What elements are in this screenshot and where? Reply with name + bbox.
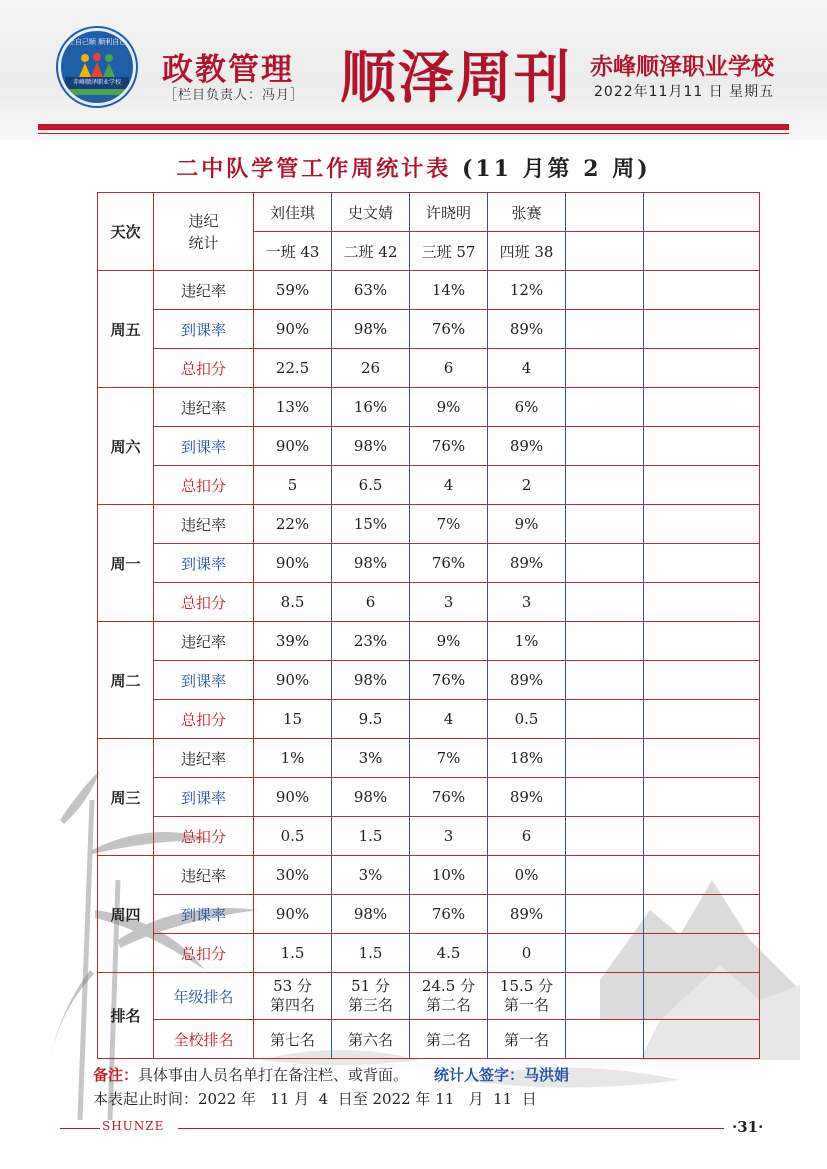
violation-rate-cell: 18%	[488, 739, 566, 778]
grade-rank-cell	[566, 973, 644, 1020]
violation-rate-label: 违纪率	[154, 271, 254, 310]
table-row	[98, 466, 760, 505]
people-figures-icon	[75, 53, 119, 79]
violation-rate-cell	[644, 622, 760, 661]
total-deduction-cell: 1.5	[332, 817, 410, 856]
class-label	[644, 232, 760, 271]
attendance-rate-cell	[644, 427, 760, 466]
violation-rate-cell: 1%	[488, 622, 566, 661]
signer-label: 统计人签字：马洪娟	[434, 1066, 570, 1084]
violation-rate-cell: 12%	[488, 271, 566, 310]
violation-rate-cell: 22%	[254, 505, 332, 544]
day-label: 周三	[98, 739, 154, 856]
total-deduction-label: 总扣分	[154, 817, 254, 856]
attendance-rate-cell	[566, 427, 644, 466]
total-deduction-cell	[566, 934, 644, 973]
attendance-rate-label: 到课率	[154, 661, 254, 700]
attendance-rate-label: 到课率	[154, 895, 254, 934]
violation-rate-label: 违纪率	[154, 622, 254, 661]
class-label: 二班 42	[332, 232, 410, 271]
school-rank-cell	[566, 1020, 644, 1059]
corner-day-label: 天次	[98, 193, 154, 271]
total-deduction-cell: 9.5	[332, 700, 410, 739]
table-row	[98, 700, 760, 739]
table-title	[0, 152, 827, 183]
attendance-rate-cell: 89%	[488, 895, 566, 934]
attendance-rate-cell	[566, 544, 644, 583]
violation-rate-cell: 13%	[254, 388, 332, 427]
day-label: 周一	[98, 505, 154, 622]
day-label: 周六	[98, 388, 154, 505]
total-deduction-cell: 0	[488, 934, 566, 973]
class-label: 一班 43	[254, 232, 332, 271]
school-name: 赤峰顺泽职业学校	[590, 54, 774, 80]
attendance-rate-cell	[644, 544, 760, 583]
ranking-row-school	[98, 1020, 760, 1059]
day-label: 周四	[98, 856, 154, 973]
violation-rate-cell	[566, 388, 644, 427]
attendance-rate-cell: 90%	[254, 661, 332, 700]
total-deduction-cell: 15	[254, 700, 332, 739]
attendance-rate-cell: 76%	[410, 544, 488, 583]
violation-rate-cell: 30%	[254, 856, 332, 895]
header-rule-thick	[38, 124, 789, 130]
total-deduction-cell	[644, 583, 760, 622]
grade-points: 24.5 分	[421, 977, 476, 995]
violation-rate-cell: 39%	[254, 622, 332, 661]
total-deduction-cell: 3	[488, 583, 566, 622]
grade-rank-cell	[332, 973, 410, 1020]
table-title-main: 二中队学管工作周统计表	[176, 156, 452, 182]
corner-stat-label: 违纪 统计	[154, 193, 254, 271]
total-deduction-cell	[644, 934, 760, 973]
total-deduction-label: 总扣分	[154, 700, 254, 739]
total-deduction-cell: 0.5	[254, 817, 332, 856]
total-deduction-cell: 3	[410, 583, 488, 622]
table-row	[98, 544, 760, 583]
attendance-rate-cell	[566, 310, 644, 349]
ranking-row-grade	[98, 973, 760, 1020]
total-deduction-cell: 22.5	[254, 349, 332, 388]
school-rank-cell: 第二名	[410, 1020, 488, 1059]
column-title: 政教管理	[162, 52, 294, 88]
period-line: 本表起止时间：2022 年 11 月 4 日至 2022 年 11 月 11 日	[93, 1090, 537, 1108]
attendance-rate-cell: 90%	[254, 310, 332, 349]
remark-line	[93, 1064, 569, 1085]
attendance-rate-label: 到课率	[154, 778, 254, 817]
total-deduction-cell: 6	[410, 349, 488, 388]
logo-base	[69, 89, 125, 95]
violation-rate-cell: 63%	[332, 271, 410, 310]
total-deduction-label: 总扣分	[154, 934, 254, 973]
grade-rank-cell	[254, 973, 332, 1020]
attendance-rate-cell: 90%	[254, 778, 332, 817]
attendance-rate-cell: 98%	[332, 310, 410, 349]
grade-rank-cell	[644, 973, 760, 1020]
table-row	[98, 934, 760, 973]
attendance-rate-cell: 98%	[332, 778, 410, 817]
total-deduction-cell	[566, 583, 644, 622]
violation-rate-cell: 14%	[410, 271, 488, 310]
violation-rate-cell	[566, 271, 644, 310]
header-row-teachers	[98, 193, 760, 232]
attendance-rate-cell: 89%	[488, 427, 566, 466]
class-label: 三班 57	[410, 232, 488, 271]
total-deduction-label: 总扣分	[154, 349, 254, 388]
table-row	[98, 271, 760, 310]
total-deduction-cell	[566, 817, 644, 856]
day-label: 周二	[98, 622, 154, 739]
violation-rate-cell	[566, 856, 644, 895]
attendance-rate-cell: 89%	[488, 778, 566, 817]
logo-ring-text: 让自己顺 顺利自己	[67, 38, 127, 46]
table-row	[98, 310, 760, 349]
statistics-table	[97, 192, 760, 1059]
total-deduction-cell: 4	[488, 349, 566, 388]
table-row	[98, 388, 760, 427]
total-deduction-cell: 2	[488, 466, 566, 505]
total-deduction-cell: 6	[488, 817, 566, 856]
attendance-rate-cell: 98%	[332, 661, 410, 700]
attendance-rate-label: 到课率	[154, 427, 254, 466]
grade-rank: 第三名	[347, 996, 393, 1014]
attendance-rate-cell	[644, 778, 760, 817]
attendance-rate-cell: 76%	[410, 661, 488, 700]
school-rank-cell	[644, 1020, 760, 1059]
teacher-name	[644, 193, 760, 232]
footer-rule-right	[178, 1128, 724, 1129]
table-row	[98, 817, 760, 856]
violation-rate-cell: 7%	[410, 505, 488, 544]
table-row	[98, 661, 760, 700]
table-row	[98, 856, 760, 895]
violation-rate-cell	[644, 856, 760, 895]
attendance-rate-cell: 89%	[488, 310, 566, 349]
school-logo	[58, 28, 136, 106]
total-deduction-cell	[644, 700, 760, 739]
violation-rate-label: 违纪率	[154, 505, 254, 544]
total-deduction-cell	[566, 700, 644, 739]
total-deduction-cell	[644, 466, 760, 505]
attendance-rate-cell: 89%	[488, 661, 566, 700]
violation-rate-label: 违纪率	[154, 856, 254, 895]
total-deduction-cell: 1.5	[254, 934, 332, 973]
total-deduction-label: 总扣分	[154, 466, 254, 505]
school-rank-cell: 第六名	[332, 1020, 410, 1059]
attendance-rate-cell	[644, 895, 760, 934]
grade-points: 53 分	[273, 977, 312, 995]
table-title-week: (11 月第 2 周)	[461, 156, 651, 182]
attendance-rate-cell: 76%	[410, 778, 488, 817]
table-row	[98, 895, 760, 934]
attendance-rate-cell: 76%	[410, 310, 488, 349]
teacher-name	[566, 193, 644, 232]
teacher-name: 史文婧	[332, 193, 410, 232]
grade-rank: 第一名	[503, 996, 549, 1014]
attendance-rate-cell: 90%	[254, 427, 332, 466]
attendance-rate-cell: 98%	[332, 895, 410, 934]
total-deduction-cell	[566, 349, 644, 388]
total-deduction-cell	[644, 349, 760, 388]
school-rank-cell: 第一名	[488, 1020, 566, 1059]
violation-rate-cell: 0%	[488, 856, 566, 895]
grade-rank: 第四名	[269, 996, 315, 1014]
attendance-rate-cell	[566, 661, 644, 700]
attendance-rate-cell	[566, 778, 644, 817]
grade-rank-cell	[488, 973, 566, 1020]
total-deduction-cell: 0.5	[488, 700, 566, 739]
teacher-name: 张赛	[488, 193, 566, 232]
total-deduction-cell: 8.5	[254, 583, 332, 622]
violation-rate-cell: 16%	[332, 388, 410, 427]
grade-rank: 第二名	[425, 996, 471, 1014]
school-rank-label: 全校排名	[154, 1020, 254, 1059]
class-label	[566, 232, 644, 271]
total-deduction-cell: 1.5	[332, 934, 410, 973]
table-row	[98, 778, 760, 817]
page-number: ·31·	[732, 1118, 764, 1136]
total-deduction-cell: 3	[410, 817, 488, 856]
violation-rate-cell	[566, 739, 644, 778]
attendance-rate-cell	[644, 661, 760, 700]
table-row	[98, 622, 760, 661]
day-label: 周五	[98, 271, 154, 388]
violation-rate-cell: 9%	[488, 505, 566, 544]
total-deduction-cell: 26	[332, 349, 410, 388]
table-row	[98, 427, 760, 466]
violation-rate-cell	[566, 505, 644, 544]
issue-date: 2022年11月11 日 星期五	[594, 84, 775, 100]
violation-rate-cell: 23%	[332, 622, 410, 661]
class-label: 四班 38	[488, 232, 566, 271]
total-deduction-cell: 4	[410, 700, 488, 739]
violation-rate-cell	[644, 388, 760, 427]
violation-rate-cell: 15%	[332, 505, 410, 544]
total-deduction-label: 总扣分	[154, 583, 254, 622]
grade-rank-label: 年级排名	[154, 973, 254, 1020]
total-deduction-cell	[566, 466, 644, 505]
total-deduction-cell: 4	[410, 466, 488, 505]
grade-rank-cell	[410, 973, 488, 1020]
teacher-name: 刘佳琪	[254, 193, 332, 232]
total-deduction-cell: 5	[254, 466, 332, 505]
total-deduction-cell: 6	[332, 583, 410, 622]
table-row	[98, 505, 760, 544]
violation-rate-cell: 3%	[332, 856, 410, 895]
grade-points: 15.5 分	[499, 977, 554, 995]
attendance-rate-cell: 89%	[488, 544, 566, 583]
violation-rate-cell: 6%	[488, 388, 566, 427]
attendance-rate-cell: 76%	[410, 427, 488, 466]
attendance-rate-cell: 98%	[332, 427, 410, 466]
footer-rule-left	[60, 1128, 100, 1129]
attendance-rate-cell	[644, 310, 760, 349]
header-rule-thin	[38, 133, 789, 134]
column-editor: ［栏目负责人：冯月］	[164, 88, 305, 103]
violation-rate-cell	[644, 739, 760, 778]
table-row	[98, 349, 760, 388]
violation-rate-cell: 10%	[410, 856, 488, 895]
violation-rate-label: 违纪率	[154, 739, 254, 778]
total-deduction-cell: 4.5	[410, 934, 488, 973]
table-row	[98, 739, 760, 778]
violation-rate-cell: 7%	[410, 739, 488, 778]
attendance-rate-cell: 90%	[254, 895, 332, 934]
violation-rate-cell: 1%	[254, 739, 332, 778]
table-row	[98, 583, 760, 622]
attendance-rate-cell	[566, 895, 644, 934]
remark-text: 具体事由人员名单打在备注栏、或背面。	[138, 1066, 409, 1084]
violation-rate-cell: 9%	[410, 388, 488, 427]
teacher-name: 许晓明	[410, 193, 488, 232]
total-deduction-cell: 6.5	[332, 466, 410, 505]
attendance-rate-cell: 98%	[332, 544, 410, 583]
violation-rate-cell: 59%	[254, 271, 332, 310]
violation-rate-label: 违纪率	[154, 388, 254, 427]
footer-brand: SHUNZE	[102, 1119, 165, 1133]
attendance-rate-label: 到课率	[154, 310, 254, 349]
total-deduction-cell	[644, 817, 760, 856]
magazine-title: 顺泽周刊	[340, 45, 572, 111]
school-rank-cell: 第七名	[254, 1020, 332, 1059]
ranking-label: 排名	[98, 973, 154, 1059]
violation-rate-cell	[644, 505, 760, 544]
attendance-rate-cell: 90%	[254, 544, 332, 583]
grade-points: 51 分	[351, 977, 390, 995]
attendance-rate-cell: 76%	[410, 895, 488, 934]
violation-rate-cell	[566, 622, 644, 661]
logo-banner-text: 赤峰顺泽职业学校	[65, 77, 129, 89]
violation-rate-cell: 9%	[410, 622, 488, 661]
violation-rate-cell: 3%	[332, 739, 410, 778]
violation-rate-cell	[644, 271, 760, 310]
remark-label: 备注：	[93, 1066, 139, 1084]
attendance-rate-label: 到课率	[154, 544, 254, 583]
